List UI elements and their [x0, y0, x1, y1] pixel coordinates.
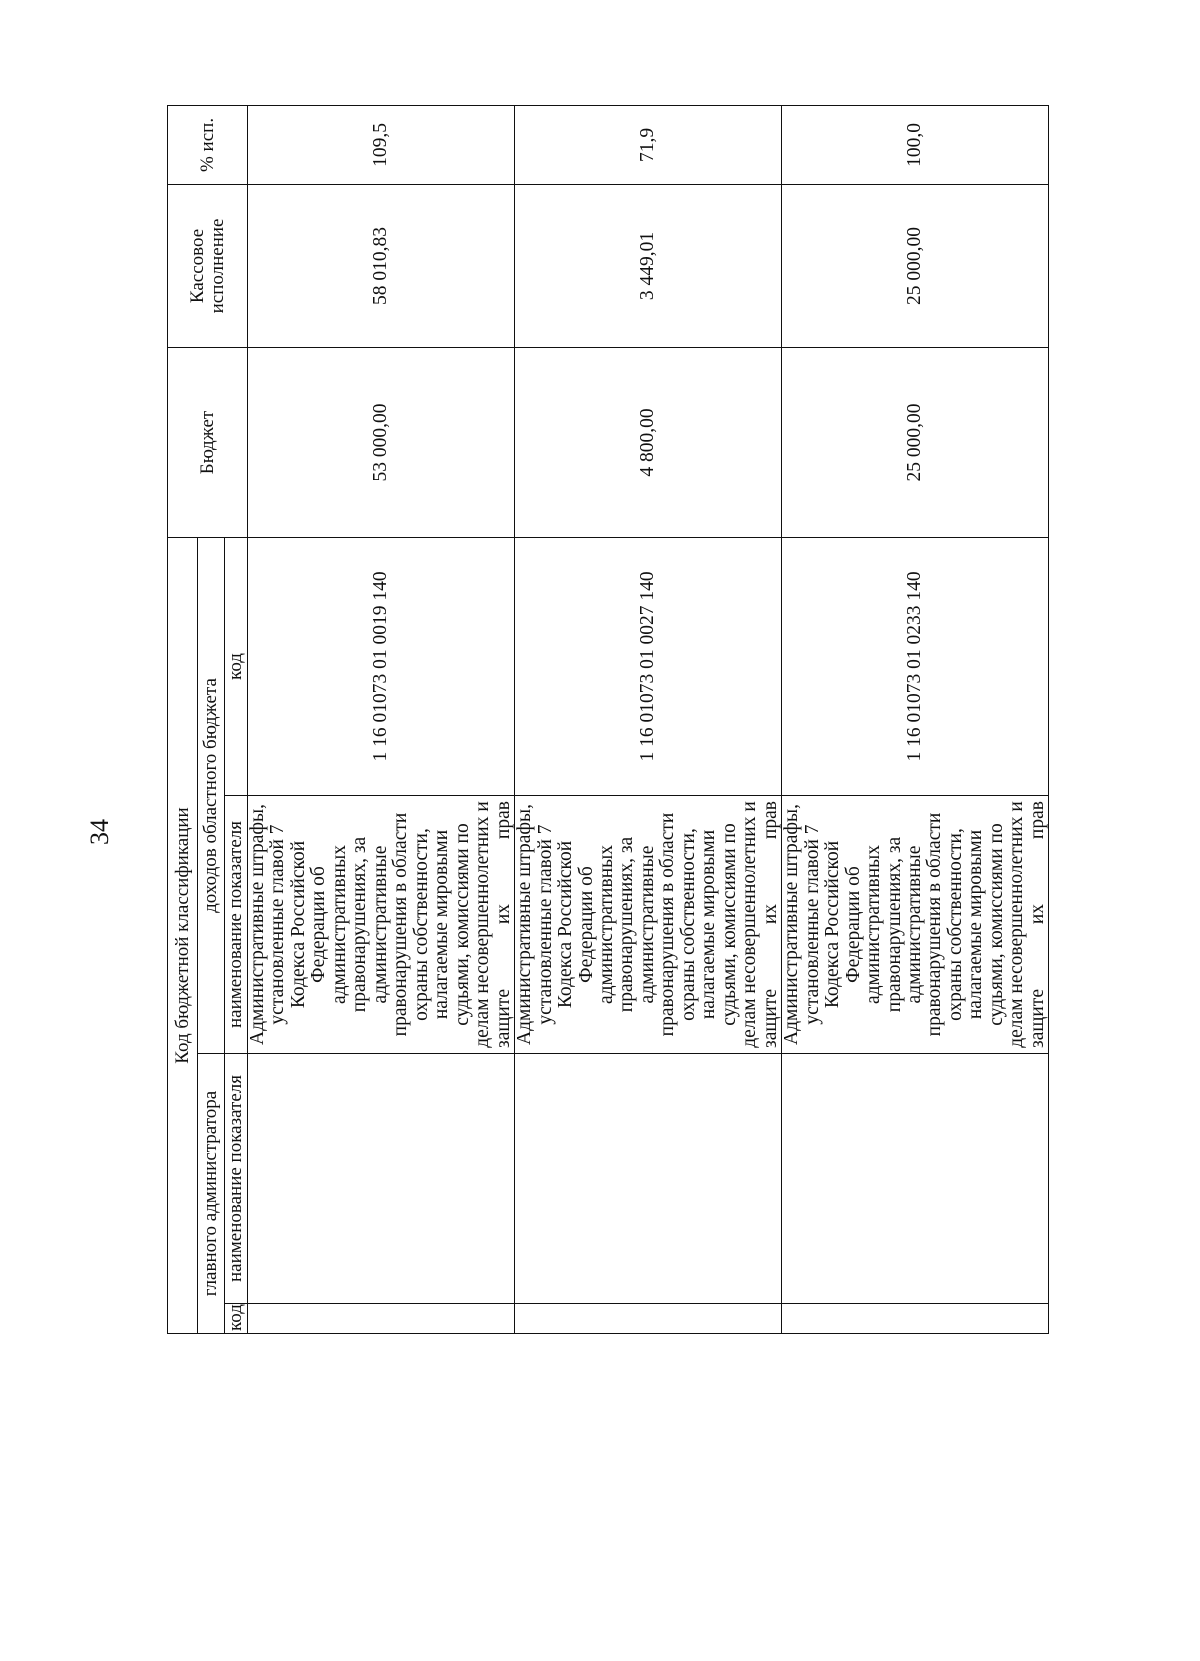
header-admin-name: наименование показателя [225, 1054, 248, 1304]
table-row [248, 105, 515, 1333]
row-budget: 4 800,00 [515, 347, 782, 537]
header-classification: Код бюджетной классификации [168, 537, 198, 1333]
header-regional-income: доходов областного бюджета [198, 537, 225, 1053]
header-admin-code: код [225, 1304, 248, 1334]
row-percent: 100,0 [782, 105, 1049, 184]
row-admin-code [248, 1304, 515, 1334]
row-percent: 109,5 [248, 105, 515, 184]
header-cash-text: Кассовое исполнение [186, 218, 228, 314]
row-cash: 25 000,00 [782, 184, 1049, 347]
row-cash: 3 449,01 [515, 184, 782, 347]
header-income-name: наименование показателя [225, 796, 248, 1054]
table-frame [167, 106, 1048, 1334]
row-cash: 58 010,83 [248, 184, 515, 347]
header-percent: % исп. [168, 105, 248, 184]
header-cash [168, 184, 248, 347]
rotated-table-container [167, 106, 1048, 1334]
table-row [515, 105, 782, 1333]
header-income-code: код [225, 537, 248, 795]
row-income-code: 1 16 01073 01 0027 140 [515, 537, 782, 795]
row-income-code: 1 16 01073 01 0019 140 [248, 537, 515, 795]
row-admin-name [248, 1054, 515, 1304]
row-indicator-name: Административные штрафы, установленные главой 7 Кодекса Российской Федерации об административных правонарушениях, за административные правонарушения в области охраны собственности, налагаемые мировыми судьями, комиссиями по делам несовершеннолетних и защите их прав [248, 796, 515, 1054]
row-admin-code [515, 1304, 782, 1334]
row-admin-code [782, 1304, 1049, 1334]
row-percent: 71,9 [515, 105, 782, 184]
table-row [782, 105, 1049, 1333]
row-indicator-name: Административные штрафы, установленные главой 7 Кодекса Российской Федерации об административных правонарушениях, за административные правонарушения в области охраны собственности, налагаемые мировыми судьями, комиссиями по делам несовершеннолетних и защите их прав [515, 796, 782, 1054]
budget-table [167, 105, 1049, 1334]
header-chief-admin: главного администратора [198, 1054, 225, 1334]
row-admin-name [515, 1054, 782, 1304]
row-indicator-name: Административные штрафы, установленные главой 7 Кодекса Российской Федерации об административных правонарушениях, за административные правонарушения в области охраны собственности, налагаемые мировыми судьями, комиссиями по делам несовершеннолетних и защите их прав [782, 796, 1049, 1054]
page-number: 34 [85, 819, 114, 845]
row-budget: 25 000,00 [782, 347, 1049, 537]
row-income-code: 1 16 01073 01 0233 140 [782, 537, 1049, 795]
row-admin-name [782, 1054, 1049, 1304]
header-row-1 [168, 105, 198, 1333]
row-budget: 53 000,00 [248, 347, 515, 537]
header-budget: Бюджет [168, 347, 248, 537]
